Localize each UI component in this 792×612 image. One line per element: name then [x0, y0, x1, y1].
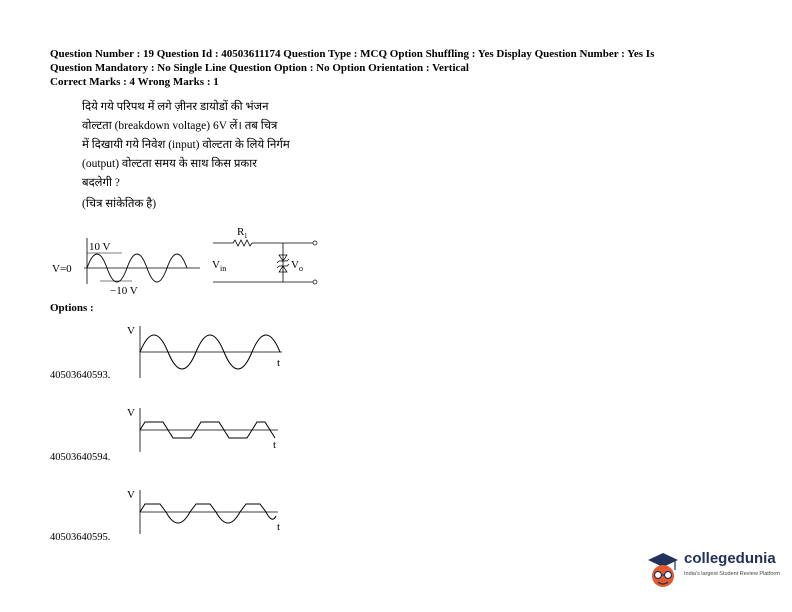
input-waveform-figure — [50, 236, 210, 298]
vin-label: V — [212, 259, 220, 271]
vin-subscript: in — [220, 264, 227, 273]
question-text — [82, 98, 322, 193]
question-meta-line-2: Question Mandatory : No Single Line Question Option : No Option Orientation : Vertical — [50, 62, 469, 74]
question-line: बदलेगी ? — [82, 177, 120, 189]
resistor-r1 — [233, 240, 252, 246]
option-id-1[interactable]: 40503640593. — [50, 370, 111, 381]
y-axis-label: V — [127, 407, 135, 419]
option-id-3[interactable]: 40503640595. — [50, 532, 111, 543]
option-id-2[interactable]: 40503640594. — [50, 452, 111, 463]
vout-subscript: o — [299, 264, 303, 273]
question-line: दिये गये परिपथ में लगे ज़ीनर डायोडों की भंजन — [82, 101, 269, 113]
zero-voltage-label: V=0 — [52, 263, 72, 275]
x-axis-label: t — [277, 357, 281, 369]
negative-peak-label: −10 V — [110, 285, 138, 297]
option-graph-2[interactable] — [120, 404, 290, 454]
question-line: में दिखायी गये निवेश (input) वोल्टता के लिये निर्गम — [82, 139, 290, 151]
marks-line: Correct Marks : 4 Wrong Marks : 1 — [50, 76, 219, 88]
logo-wordmark: collegedunia — [684, 550, 776, 567]
r1-label: R — [237, 226, 245, 238]
question-line: (output) वोल्टता समय के साथ किस प्रकार — [82, 158, 257, 170]
x-axis-label: t — [273, 439, 277, 451]
zener-circuit — [205, 222, 325, 288]
question-meta-line-1: Question Number : 19 Question Id : 40503611174 Question Type : MCQ Option Shuffling : Yes Display Question Number : Yes Is — [50, 48, 655, 60]
positive-peak-label: 10 V — [89, 241, 111, 253]
option-graph-1[interactable] — [120, 322, 290, 380]
vout-label: V — [291, 259, 299, 271]
figure-note: (चित्र सांकेतिक है) — [82, 198, 157, 210]
graduate-icon — [644, 548, 682, 592]
y-axis-label: V — [127, 325, 135, 337]
r1-subscript: 1 — [244, 232, 248, 240]
collegedunia-logo — [644, 548, 784, 592]
logo-tagline: India's largest Student Review Platform — [684, 571, 780, 577]
y-axis-label: V — [127, 489, 135, 501]
options-heading: Options : — [50, 302, 94, 314]
output-terminal-top — [313, 241, 317, 245]
output-terminal-bottom — [313, 280, 317, 284]
option-graph-3[interactable] — [120, 486, 290, 536]
x-axis-label: t — [277, 521, 281, 533]
output-waveform — [140, 504, 276, 523]
question-line: वोल्टता (breakdown voltage) 6V लें। तब चित्र — [82, 120, 278, 132]
